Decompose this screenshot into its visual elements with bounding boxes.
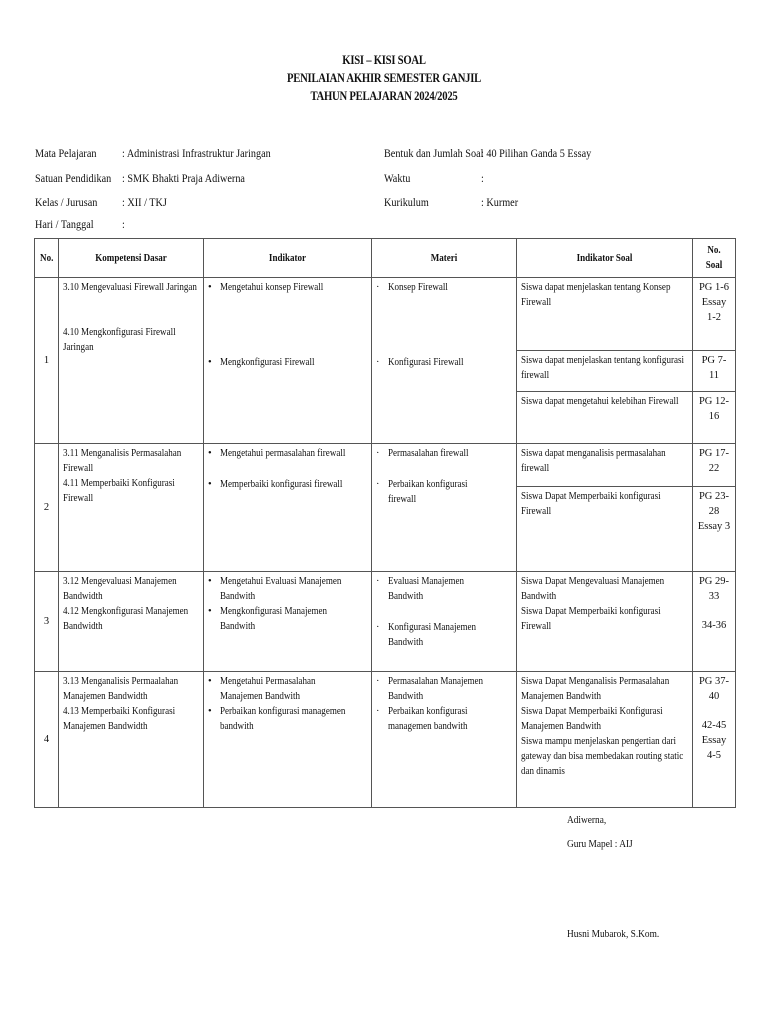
kd-item: 4.13 Memperbaiki Konfigurasi Manajemen Bandwidth	[63, 706, 176, 732]
indikator-item: • Mengkonfigurasi Firewall	[208, 357, 315, 368]
indikator-soal-cell	[517, 572, 693, 672]
materi-cell	[372, 278, 517, 444]
indikator-item: • Mengkonfigurasi Manajemen Bandwith	[208, 606, 328, 632]
materi-cell	[372, 572, 517, 672]
header-kd: Kompetensi Dasar	[59, 239, 204, 278]
indikator-soal-item: Siswa dapat menjelaskan tentang konfigurasi firewall	[521, 355, 685, 381]
materi-cell	[372, 672, 517, 808]
indikator-soal-item: Siswa Dapat Menganalisis Permasalahan Manajemen Bandwith	[521, 676, 670, 702]
indikator-item: • Mengetahui Evaluasi Manajemen Bandwith	[208, 576, 342, 602]
indikator-soal-item: Siswa Dapat Memperbaiki konfigurasi Firewall	[521, 606, 661, 632]
table-row	[35, 672, 736, 808]
kd-item: 4.10 Mengkonfigurasi Firewall Jaringan	[63, 327, 176, 353]
indikator-soal-item: Siswa Dapat Memperbaiki konfigurasi Firewall	[521, 491, 661, 517]
no-soal-item: PG 29-33	[698, 576, 730, 602]
materi-item: · Perbaikan konfigurasi firewall	[376, 479, 468, 505]
kd-item: 4.12 Mengkonfigurasi Manajemen Bandwidth	[63, 606, 189, 632]
indikator-item: • Mengetahui Permasalahan Manajemen Bandwith	[208, 676, 316, 702]
no-soal-cell	[693, 278, 736, 444]
row-no: 4	[35, 672, 59, 808]
table-row	[35, 444, 736, 572]
header-indikator: Indikator	[204, 239, 372, 278]
materi-item: · Perbaikan konfigurasi managemen bandwith	[376, 706, 468, 732]
indikator-item: • Mengetahui konsep Firewall	[208, 282, 324, 293]
waktu-value: :	[481, 171, 484, 185]
kd-item: 4.11 Memperbaiki Konfigurasi Firewall	[63, 478, 175, 504]
indikator-soal-item: Siswa Dapat Mengevaluasi Manajemen Bandwith	[521, 576, 665, 602]
indikator-item: • Perbaikan konfigurasi managemen bandwith	[208, 706, 346, 732]
indikator-soal-item: Siswa Dapat Memperbaiki Konfigurasi Manajemen Bandwith	[521, 706, 663, 732]
indikator-soal-item: Siswa dapat mengetahui kelebihan Firewall	[521, 396, 679, 407]
kd-cell	[59, 444, 204, 572]
indikator-cell	[204, 572, 372, 672]
table-row	[35, 278, 736, 444]
signature-name: Husni Mubarok, S.Kom.	[567, 928, 660, 940]
no-soal-item: PG 37-40	[698, 676, 730, 702]
no-soal-item: 42-45 Essay 4-5	[701, 720, 727, 761]
indikator-cell	[204, 444, 372, 572]
indikator-soal-item: Siswa mampu menjelaskan pengertian dari gateway dan bisa membedakan routing static dan dinamis	[521, 736, 684, 777]
doc-year: TAHUN PELAJARAN 2024/2025	[310, 88, 458, 103]
no-soal-cell	[693, 672, 736, 808]
mapel-value: : Administrasi Infrastruktur Jaringan	[122, 146, 271, 160]
waktu-label: Waktu	[384, 171, 411, 185]
satuan-value: : SMK Bhakti Praja Adiwerna	[122, 171, 245, 185]
signature-place: Adiwerna,	[567, 814, 607, 826]
kurikulum-value: : Kurmer	[481, 195, 519, 209]
header-no: No.	[35, 239, 59, 278]
kd-cell	[59, 572, 204, 672]
satuan-label: Satuan Pendidikan	[35, 171, 112, 185]
no-soal-cell	[693, 572, 736, 672]
kisi-table	[34, 238, 736, 808]
indikator-cell	[204, 278, 372, 444]
kd-cell	[59, 278, 204, 444]
bentuk-label: Bentuk dan Jumlah Soal	[384, 146, 484, 160]
doc-title: KISI – KISI SOAL	[342, 52, 426, 67]
indikator-item: • Mengetahui permasalahan firewall	[208, 448, 346, 459]
no-soal-item: PG 1-6 Essay 1-2	[698, 282, 730, 323]
indikator-soal-item: Siswa dapat menganalisis permasalahan firewall	[521, 448, 666, 474]
hari-label: Hari / Tanggal	[35, 217, 94, 231]
signature-role: Guru Mapel : AIJ	[567, 838, 633, 850]
materi-item: · Konfigurasi Firewall	[376, 357, 464, 368]
no-soal-item: PG 7-11	[701, 355, 727, 381]
row-no: 1	[35, 278, 59, 444]
materi-item: · Evaluasi Manajemen Bandwith	[376, 576, 464, 602]
no-soal-item: PG 12-16	[698, 396, 730, 422]
kd-cell	[59, 672, 204, 808]
doc-subtitle: PENILAIAN AKHIR SEMESTER GANJIL	[286, 70, 482, 85]
row-no: 3	[35, 572, 59, 672]
indikator-cell	[204, 672, 372, 808]
materi-cell	[372, 444, 517, 572]
no-soal-item: PG 17-22	[698, 448, 730, 474]
materi-item: · Permasalahan firewall	[376, 448, 469, 459]
bentuk-value: : 40 Pilihan Ganda 5 Essay	[481, 146, 592, 160]
kurikulum-label: Kurikulum	[384, 195, 429, 209]
hari-value: :	[122, 217, 125, 231]
materi-item: · Konfigurasi Manajemen Bandwith	[376, 622, 477, 648]
header-materi: Materi	[372, 239, 517, 278]
kd-item: 3.11 Menganalisis Permasalahan Firewall	[63, 448, 182, 474]
kd-item: 3.10 Mengevaluasi Firewall Jaringan	[63, 282, 197, 293]
indikator-item: • Memperbaiki konfigurasi firewall	[208, 479, 343, 490]
kelas-label: Kelas / Jurusan	[35, 195, 98, 209]
kelas-value: : XII / TKJ	[122, 195, 167, 209]
mapel-label: Mata Pelajaran	[35, 146, 97, 160]
indikator-soal-cell	[517, 672, 693, 808]
header-indikator-soal: Indikator Soal	[517, 239, 693, 278]
header-no-soal: No. Soal	[693, 239, 736, 278]
kd-item: 3.12 Mengevaluasi Manajemen Bandwidth	[63, 576, 177, 602]
kd-item: 3.13 Menganalisis Permaalahan Manajemen Bandwidth	[63, 676, 179, 702]
indikator-soal-cell	[517, 444, 693, 572]
no-soal-item: 34-36	[701, 620, 727, 631]
materi-item: · Permasalahan Manajemen Bandwith	[376, 676, 484, 702]
indikator-soal-cell	[517, 278, 693, 444]
indikator-soal-item: Siswa dapat menjelaskan tentang Konsep Firewall	[521, 282, 671, 308]
table-header-row	[35, 239, 736, 278]
materi-item: · Konsep Firewall	[376, 282, 448, 293]
row-no: 2	[35, 444, 59, 572]
table-row	[35, 572, 736, 672]
no-soal-cell	[693, 444, 736, 572]
no-soal-item: PG 23-28 Essay 3	[697, 491, 731, 532]
